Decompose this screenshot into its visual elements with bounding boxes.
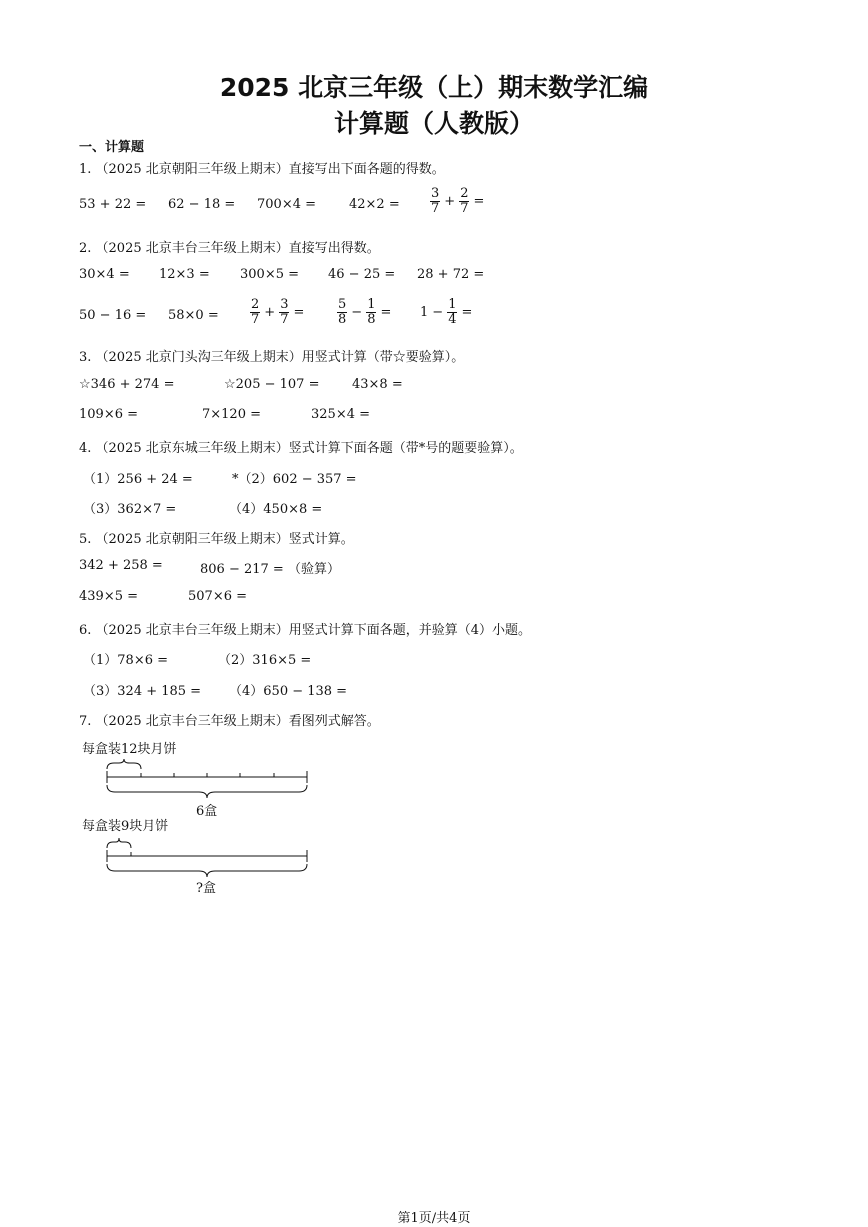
- question-7-stem: 7. （2025 北京丰台三年级上期末）看图列式解答。: [79, 714, 380, 729]
- page-footer: 第1页/共4页: [397, 1211, 471, 1226]
- total-brace-bottom: [107, 864, 307, 877]
- q6-item: （1）78×6 =: [83, 653, 169, 668]
- q1-item: 42×2 =: [349, 197, 400, 212]
- q2-item: 58×0 =: [168, 308, 219, 323]
- q1-item: 700×4 =: [257, 197, 317, 212]
- q2-item: 28 + 72 =: [417, 267, 485, 282]
- question-6-stem: 6. （2025 北京丰台三年级上期末）用竖式计算下面各题，并验算（4）小题。: [79, 623, 532, 638]
- diagram-total-bottom: ?盒: [196, 881, 216, 896]
- q2-item: 50 − 16 =: [79, 308, 147, 323]
- q5-item: 806 − 217 = （验算）: [200, 562, 340, 577]
- q1-item: 53 + 22 =: [79, 197, 147, 212]
- question-3-stem: 3. （2025 北京门头沟三年级上期末）用竖式计算（带☆要验算）。: [79, 350, 465, 365]
- question-5-stem: 5. （2025 北京朝阳三年级上期末）竖式计算。: [79, 532, 354, 547]
- section-heading: 一、计算题: [79, 140, 145, 155]
- q3-item: 7×120 =: [202, 407, 262, 422]
- q5-item: 507×6 =: [188, 589, 248, 604]
- diagram-total-top: 6盒: [196, 804, 218, 819]
- diagram-label-bottom: 每盒装9块月饼: [82, 819, 169, 834]
- question-4-stem: 4. （2025 北京东城三年级上期末）竖式计算下面各题（带*号的题要验算）。: [79, 441, 523, 456]
- page-title: 2025 北京三年级（上）期末数学汇编: [219, 73, 649, 102]
- q2-fraction-item: 1 − $\frac{1}{4}$ =: [420, 297, 473, 327]
- q4-item: （1）256 + 24 =: [83, 472, 193, 487]
- question-2-stem: 2. （2025 北京丰台三年级上期末）直接写出得数。: [79, 241, 380, 256]
- q5-item: 439×5 =: [79, 589, 139, 604]
- question-1-stem: 1. （2025 北京朝阳三年级上期末）直接写出下面各题的得数。: [79, 162, 445, 177]
- q6-item: （4）650 − 138 =: [229, 684, 348, 699]
- q2-fraction-item: $\frac{5}{8}$ − $\frac{1}{8}$ =: [338, 297, 392, 327]
- page-subtitle: 计算题（人教版）: [333, 109, 534, 138]
- total-brace-top: [107, 785, 307, 798]
- q2-item: 12×3 =: [159, 267, 210, 282]
- q1-item: 62 − 18 =: [168, 197, 236, 212]
- segment-brace-bottom: [107, 838, 131, 848]
- q3-item: ☆205 − 107 =: [224, 377, 320, 392]
- q3-item: ☆346 + 274 =: [79, 377, 175, 392]
- q2-fraction-item: $\frac{2}{7}$ + $\frac{3}{7}$ =: [251, 297, 305, 327]
- q6-item: （3）324 + 185 =: [83, 684, 202, 699]
- q3-item: 109×6 =: [79, 407, 139, 422]
- q4-item: *（2）602 − 357 =: [232, 472, 357, 487]
- q1-fraction-item: $\frac{3}{7}$ + $\frac{2}{7}$ =: [431, 186, 485, 216]
- q2-item: 46 − 25 =: [328, 267, 396, 282]
- segment-brace-top: [107, 759, 141, 769]
- q2-item: 300×5 =: [240, 267, 300, 282]
- q4-item: （3）362×7 =: [83, 502, 177, 517]
- q2-item: 30×4 =: [79, 267, 130, 282]
- q3-item: 43×8 =: [352, 377, 403, 392]
- q6-item: （2）316×5 =: [218, 653, 312, 668]
- q4-item: （4）450×8 =: [229, 502, 323, 517]
- q5-item: 342 + 258 =: [79, 558, 163, 573]
- q3-item: 325×4 =: [311, 407, 371, 422]
- diagram-label-top: 每盒装12块月饼: [82, 742, 177, 757]
